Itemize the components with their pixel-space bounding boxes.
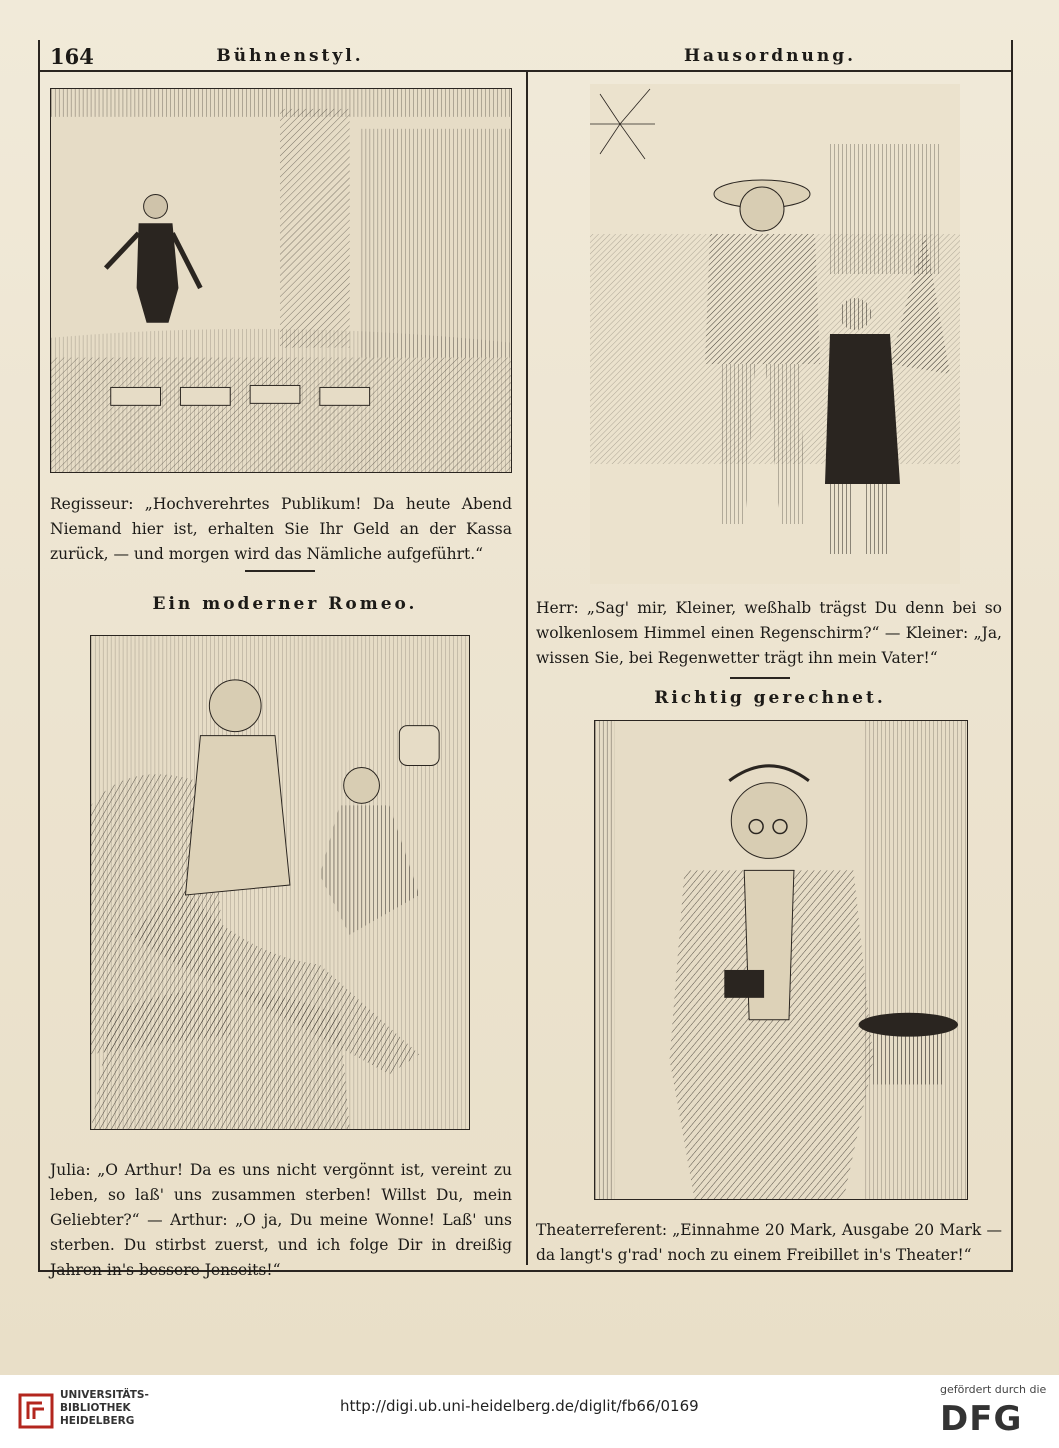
university-library-name[interactable] (60, 1389, 149, 1428)
illustration-umbrella-boy (590, 84, 960, 584)
caption-richtig-gerechnet: Theaterreferent: „Einnahme 20 Mark, Ausgabe 20 Mark — da langt's g'rad' noch zu einem Freibillet in's Theater!“ (536, 1221, 1002, 1264)
library-name-line: HEIDELBERG (60, 1415, 135, 1427)
funded-by-label: gefördert durch die (940, 1383, 1047, 1396)
library-name-line: BIBLIOTHEK (60, 1402, 131, 1414)
library-name-line: UNIVERSITÄTS- (60, 1389, 149, 1401)
permalink-url[interactable]: http://digi.ub.uni-heidelberg.de/diglit/fb66/0169 (340, 1397, 699, 1415)
section-title-buehnenstyl: Bühnenstyl. (216, 46, 364, 66)
caption-romeo: Julia: „O Arthur! Da es uns nicht vergönnt ist, vereint zu leben, so laß' uns zusammen sterben! Willst Du, mein Geliebter?“ — Arthur: „O ja, Du meine Wonne! Laß' uns sterben. Du stirbst zuerst, und ich folge Dir in dreißig Jahren in's bessere Jenseits!“ (50, 1161, 512, 1279)
section-separator (730, 677, 790, 679)
digitization-footer (0, 1375, 1059, 1448)
section-separator (245, 570, 315, 572)
frame-right-rule (1011, 40, 1013, 1272)
page-number: 164 (50, 44, 94, 69)
university-library-logo-icon[interactable] (18, 1393, 54, 1429)
illustration-romeo-julia (90, 635, 470, 1130)
column-divider (526, 70, 528, 1265)
caption-hausordnung: Herr: „Sag' mir, Kleiner, weßhalb trägst Du denn bei so wolkenlosem Himmel einen Regenschirm?“ — Kleiner: „Ja, wissen Sie, bei Regenwetter trägt ihn mein Vater!“ (536, 599, 1002, 667)
illustration-stage-director (50, 88, 512, 473)
frame-left-rule (38, 40, 40, 1272)
caption-buehnenstyl: Regisseur: „Hochverehrtes Publikum! Da heute Abend Niemand hier ist, erhalten Sie Ihr Geld an der Kassa zurück, — und morgen wird das Nämliche aufgeführt.“ (50, 495, 512, 563)
section-title-romeo: Ein moderner Romeo. (152, 594, 418, 614)
section-title-hausordnung: Hausordnung. (683, 46, 857, 66)
illustration-theater-critic (594, 720, 968, 1200)
section-title-richtig-gerechnet: Richtig gerechnet. (654, 688, 886, 708)
dfg-logo[interactable]: DFG (940, 1399, 1023, 1439)
